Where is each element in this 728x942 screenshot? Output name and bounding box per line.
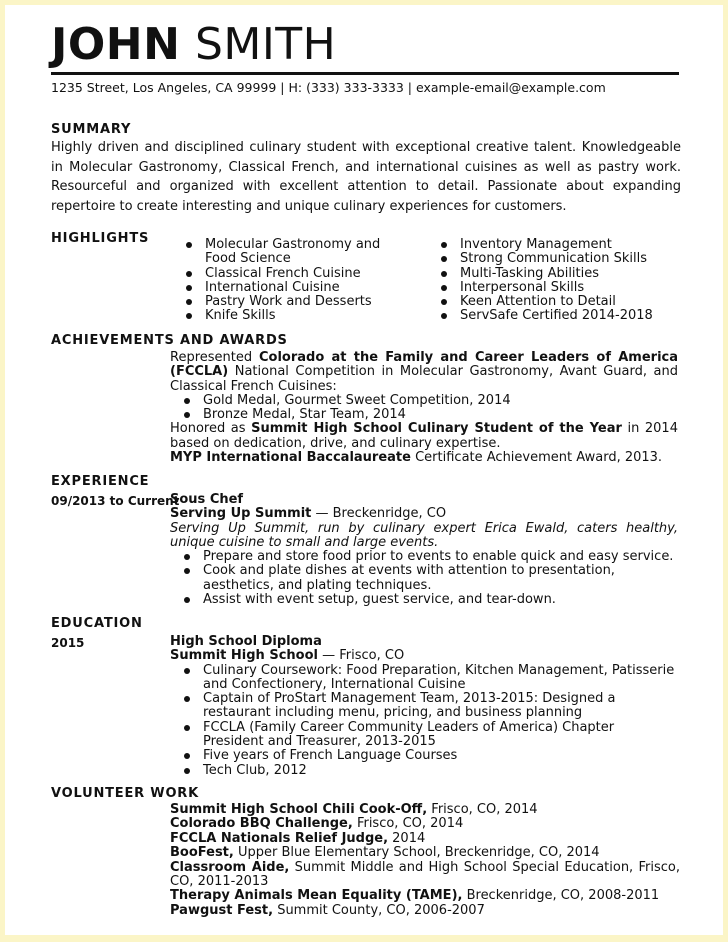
volunteer-detail: Summit Middle and High School Special Education, Frisco, CO, 2011-2013 <box>170 859 680 890</box>
first-name: JOHN <box>51 19 181 70</box>
employer-line <box>170 507 678 521</box>
achievement-fccla <box>170 351 678 394</box>
list-item <box>170 803 680 817</box>
experience-heading: EXPERIENCE <box>51 474 150 489</box>
volunteer-heading: VOLUNTEER WORK <box>51 786 199 801</box>
employer-description: Serving Up Summit, run by culinary expert Erica Ewald, caters healthy, unique cuisine to small and large events. <box>170 520 678 550</box>
achievement-text: National Competition in Molecular Gastronomy, Avant Guard, and Classical French Cuisines: <box>170 364 678 394</box>
list-item: Inventory Management <box>438 238 678 252</box>
list-item: Knife Skills <box>183 309 413 323</box>
resume-page <box>5 5 723 935</box>
list-item: ServSafe Certified 2014-2018 <box>438 309 678 323</box>
education-heading: EDUCATION <box>51 616 143 631</box>
education-list <box>170 664 678 778</box>
summary-heading: SUMMARY <box>51 122 132 137</box>
achievement-text: Certificate Achievement Award, 2013. <box>410 450 663 466</box>
volunteer-detail: 2014 <box>388 830 426 846</box>
list-item: Interpersonal Skills <box>438 281 678 295</box>
list-item: Multi-Tasking Abilities <box>438 267 678 281</box>
volunteer-role: Classroom Aide, <box>170 859 290 875</box>
list-item: Pastry Work and Desserts <box>183 295 413 309</box>
achievement-myp <box>170 451 678 465</box>
list-item <box>170 832 680 846</box>
volunteer-role: Colorado BBQ Challenge, <box>170 816 353 832</box>
volunteer-role: Pawgust Fest, <box>170 902 274 918</box>
achievement-highlight: Colorado at the Family and Career Leaders of America (FCCLA) <box>170 350 679 380</box>
school-name: Summit High School <box>170 648 318 664</box>
achievements-block <box>170 351 678 465</box>
volunteer-role: Therapy Animals Mean Equality (TAME), <box>170 888 463 904</box>
achievement-student-of-year <box>170 422 678 451</box>
education-block <box>170 635 678 778</box>
list-item: Prepare and store food prior to events to enable quick and easy service. <box>181 550 678 564</box>
list-item: Bronze Medal, Star Team, 2014 <box>181 408 678 422</box>
volunteer-detail: Breckenridge, CO, 2008-2011 <box>462 888 660 904</box>
contact-line: 1235 Street, Los Angeles, CA 99999 | H: (333) 333-3333 | example-email@example.com <box>51 80 606 95</box>
school-location: — Frisco, CO <box>317 648 405 664</box>
job-title: Sous Chef <box>170 492 244 507</box>
list-item: Gold Medal, Gourmet Sweet Competition, 2014 <box>181 394 678 408</box>
list-item: Assist with event setup, guest service, and tear-down. <box>181 593 678 607</box>
medal-list <box>170 394 678 423</box>
list-item: International Cuisine <box>183 281 413 295</box>
candidate-name <box>51 19 337 70</box>
header-rule <box>51 72 679 75</box>
list-item <box>170 904 680 918</box>
achievement-text: in 2014 based on dedication, drive, and culinary expertise. <box>170 421 678 451</box>
achievement-highlight: MYP International Baccalaureate <box>170 450 411 466</box>
volunteer-detail: Summit County, CO, 2006-2007 <box>273 902 485 918</box>
list-item: Captain of ProStart Management Team, 2013-2015: Designed a restaurant including menu, pricing, and business planning <box>181 692 678 721</box>
list-item: Keen Attention to Detail <box>438 295 678 309</box>
school-line <box>170 649 678 663</box>
volunteer-detail: Frisco, CO, 2014 <box>352 816 464 832</box>
highlights-right-list <box>438 238 678 324</box>
experience-block <box>170 493 678 607</box>
list-item: Molecular Gastronomy and Food Science <box>183 238 413 267</box>
list-item: Culinary Coursework: Food Preparation, Kitchen Management, Patisserie and Confectionery, International Cuisine <box>181 664 678 693</box>
list-item <box>170 846 680 860</box>
achievements-heading: ACHIEVEMENTS AND AWARDS <box>51 333 288 348</box>
list-item: Cook and plate dishes at events with attention to presentation, aesthetics, and plating techniques. <box>181 564 678 593</box>
list-item: Five years of French Language Courses <box>181 749 678 763</box>
volunteer-role: FCCLA Nationals Relief Judge, <box>170 830 389 846</box>
volunteer-detail: Upper Blue Elementary School, Breckenridge, CO, 2014 <box>233 845 600 861</box>
volunteer-role: Summit High School Chili Cook-Off, <box>170 802 428 817</box>
volunteer-detail: Frisco, CO, 2014 <box>427 802 538 817</box>
summary-text: Highly driven and disciplined culinary student with exceptional creative talent. Knowledgeable in Molecular Gastronomy, Classical French, and international cuisines as well as pastry work. Resourceful and organized with excellent attention to detail. Passionate about expanding repertoire to create interesting and unique culinary experiences for customers. <box>51 140 681 214</box>
volunteer-role: BooFest, <box>170 845 234 861</box>
list-item: Classical French Cuisine <box>183 267 413 281</box>
achievement-text: Honored as <box>170 421 252 437</box>
highlights-heading: HIGHLIGHTS <box>51 231 150 246</box>
education-date: 2015 <box>51 636 85 650</box>
list-item <box>170 889 680 903</box>
duties-list <box>170 550 678 607</box>
volunteer-list <box>170 803 680 918</box>
achievement-highlight: Summit High School Culinary Student of the Year <box>251 421 622 437</box>
list-item: FCCLA (Family Career Community Leaders of America) Chapter President and Treasurer, 2013-2015 <box>181 721 678 750</box>
experience-date: 09/2013 to Current <box>51 494 180 508</box>
degree: High School Diploma <box>170 634 322 649</box>
last-name: SMITH <box>194 19 337 70</box>
achievement-text: Represented <box>170 350 259 365</box>
list-item <box>170 817 680 831</box>
employer-location: — Breckenridge, CO <box>311 506 447 522</box>
list-item: Tech Club, 2012 <box>181 764 678 778</box>
list-item: Strong Communication Skills <box>438 252 678 266</box>
highlights-left-list <box>183 238 413 324</box>
employer-name: Serving Up Summit <box>170 506 312 522</box>
list-item <box>170 861 680 890</box>
